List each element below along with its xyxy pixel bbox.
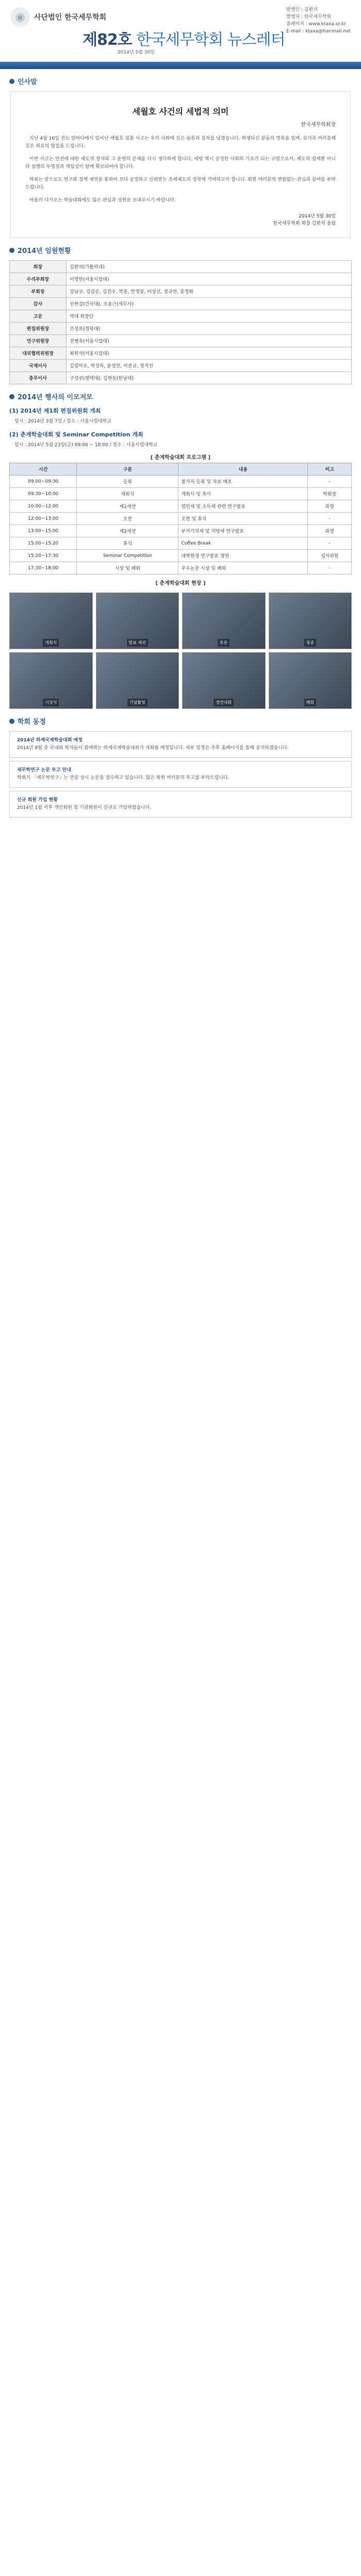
org-row [10,323,352,335]
schedule-header-cell: 구분 [77,463,178,476]
photo-label: 시상식 [43,699,59,706]
org-section [0,245,361,384]
org-table [9,260,352,384]
event-meta: 일시 : 2014년 3월 7일 / 장소 : 서울시립대학교 [14,419,112,424]
greeting-signer: 한국세무학회장 [301,122,336,128]
bullet-icon [9,79,14,84]
photo-label: 토론 [218,639,229,647]
section-heading: 학회 동정 [9,716,352,726]
org-row [10,273,352,285]
schedule-cell: 등록 [77,476,178,488]
schedule-cell: 부가가치세 및 지방세 연구발표 [178,525,308,537]
schedule-cell: 오찬 및 휴식 [178,513,308,525]
schedule-header-cell: 시간 [10,463,77,476]
news-item [9,761,352,788]
schedule-cell: 개회식 [77,488,178,500]
org-label: 편집위원장 [10,323,67,335]
schedule-cell: 참가자 등록 및 자료 배포 [178,476,308,488]
org-value: 김완석(가톨릭대) [67,261,352,273]
newsletter-title [83,27,285,49]
schedule-cell: 15:00~15:20 [10,537,77,550]
schedule-cell: 09:00~09:30 [10,476,77,488]
header-band [0,62,361,69]
org-row [10,298,352,310]
schedule-cell: - [308,537,352,550]
publisher: 발행인 : 김완석 [286,7,318,12]
section-heading: 2014년 임원현황 [9,245,352,255]
news-title: 신규 회원 가입 현황 [17,798,58,803]
bullet-icon [9,394,14,399]
section-heading: 인사말 [9,76,352,86]
photo-label: 기념촬영 [127,699,147,706]
schedule-cell: - [308,476,352,488]
greeting-paragraph: 지난 4월 16일 진도 앞바다에서 일어난 세월호 침몰 사고는 우리 사회에 깊은 슬픔과 상처를 남겼습니다. 희생되신 분들의 명복을 빌며, 유가족 여러분께 깊은 위로의 말씀을 드립니다. [25,136,336,149]
org-row [10,285,352,298]
schedule-row [10,537,352,550]
org-row [10,347,352,360]
schedule-header-cell: 비고 [308,463,352,476]
news-section [0,716,361,818]
org-label: 국제이사 [10,360,67,372]
news-item [9,731,352,758]
photo-label: 개회식 [43,639,59,647]
schedule-row [10,500,352,513]
schedule-cell: 시상 및 폐회 [77,562,178,574]
website[interactable]: 홈페이지 : www.ktaxa.or.kr [286,22,346,27]
org-label: 부회장 [10,285,67,298]
event-photo [182,592,266,649]
greeting-paragraph: 아울러 다가오는 학술대회에도 많은 관심과 성원을 보내주시기 바랍니다. [29,198,176,203]
schedule-row [10,476,352,488]
schedule-cell: 15:20~17:30 [10,550,77,562]
photo-label: 발표 세션 [127,639,148,647]
org-value: 조성표(경북대) [67,323,352,335]
event-photo [269,652,352,709]
org-value: 김빛마로, 박성욱, 윤성만, 이준규, 정지선 [67,360,352,372]
schedule-table [9,463,352,574]
greeting-paragraph: 학회는 앞으로도 연구와 정책 제언을 통하여 보다 공정하고 신뢰받는 조세제도의 정착에 기여하고자 합니다. 회원 여러분의 변함없는 관심과 참여를 부탁드립니다. [25,177,336,190]
schedule-cell: 개회사 및 축사 [178,488,308,500]
schedule-row [10,525,352,537]
schedule-cell: 제1세션 [77,500,178,513]
photo-label: 폐회 [304,699,316,706]
schedule-cell: 12:00~13:00 [10,513,77,525]
schedule-cell: 오찬 [77,513,178,525]
society-name: 사단법인 한국세무학회 [34,13,107,22]
section-heading: 2014년 행사의 이모저모 [9,392,352,401]
schedule-row [10,562,352,574]
org-label: 대외협력위원장 [10,347,67,360]
event-meta: 일시 : 2014년 5월 23일(금) 09:00 ~ 18:00 / 장소 : 서울시립대학교 [14,443,158,448]
org-row [10,372,352,384]
event-photo [9,592,93,649]
photo-caption: [ 춘계학술대회 현장 ] [155,581,206,586]
org-label: 연구위원장 [10,335,67,347]
org-label: 회장 [10,261,67,273]
schedule-cell: 심사위원 [308,550,352,562]
schedule-row [10,513,352,525]
schedule-cell: Coffee Break [178,537,308,550]
issue-number: 제82호 [83,31,132,49]
photo-label: 청중 [304,639,316,647]
news-item [9,791,352,818]
bullet-icon [9,248,14,253]
greeting-section [0,76,361,86]
event-photo [9,652,93,709]
org-value: 전병욱(서울시립대) [67,335,352,347]
schedule-header-cell: 내용 [178,463,308,476]
schedule-cell: - [308,513,352,525]
publish-org: 발행처 : 한국세무학회 [286,14,332,20]
news-title: 세무학연구 논문 투고 안내 [17,768,72,773]
issue-date: 2014년 5월 30일 [118,50,155,55]
org-value: 강남규, 김갑순, 김진수, 박훈, 안경봉, 이상신, 정규언, 홍정화 [67,285,352,298]
news-body: 학회지 「세무학연구」는 연중 상시 논문을 접수하고 있습니다. 많은 회원 여러분의 투고를 부탁드립니다. [17,775,229,781]
greeting-box [10,91,351,238]
org-label: 수석부회장 [10,273,67,285]
photo-grid [9,592,352,709]
schedule-cell: 13:00~15:00 [10,525,77,537]
schedule-cell: 대학원생 연구발표 경연 [178,550,308,562]
org-label: 총무이사 [10,372,67,384]
org-value: 신현걸(건국대), 조용근(세무사) [67,298,352,310]
photo-label: 경연대회 [214,699,234,706]
schedule-cell: 제2세션 [77,525,178,537]
schedule-cell: 우수논문 시상 및 폐회 [178,562,308,574]
schedule-row [10,550,352,562]
org-row [10,310,352,323]
schedule-cell: 17:30~18:00 [10,562,77,574]
schedule-cell: 좌장 [308,500,352,513]
title-text: 한국세무학회 뉴스레터 [136,31,285,49]
event-photo [182,652,266,709]
org-value: 구성권(평택대), 김현동(한남대) [67,372,352,384]
schedule-caption: [ 춘계학술대회 프로그램 ] [150,455,211,461]
publisher-info [286,6,351,35]
org-value: 역대 회장단 [67,310,352,323]
schedule-cell: 10:00~12:00 [10,500,77,513]
org-row [10,261,352,273]
greeting-signature: 2014년 5월 30일 한국세무학회 회장 김완석 올림 [273,214,336,226]
email[interactable]: E-mail : ktaxa@hanmail.net [286,29,351,34]
event-photo [96,592,179,649]
schedule-cell: 법인세 및 소득세 관련 연구발표 [178,500,308,513]
event-photo [269,592,352,649]
event-photo [96,652,179,709]
news-title: 2014년 하계국제학술대회 예정 [17,738,83,743]
event-title: (2) 춘계학술대회 및 Seminar Competition 개최 [9,431,143,438]
news-body: 2014년 8월 중 국내외 학자들이 참여하는 하계국제학술대회가 개최될 예정입니다. 세부 일정은 추후 홈페이지를 통해 공지하겠습니다. [17,745,289,751]
schedule-row [10,488,352,500]
schedule-cell: Seminar Competition [77,550,178,562]
schedule-cell: - [308,562,352,574]
schedule-cell: 휴식 [77,537,178,550]
society-emblem-icon: ◉ [10,7,30,27]
org-row [10,360,352,372]
greeting-paragraph: 이번 사고는 안전에 대한 제도적 장치와 그 운영의 문제를 다시 생각하게 합니다. 세법 역시 공정한 사회의 기초가 되는 규범으로서, 제도의 설계뿐 아니라 집행의 투명성과 책임성이 함께 확보되어야 합니다. [25,157,336,170]
org-value: 이영한(서울시립대) [67,273,352,285]
org-row [10,335,352,347]
schedule-cell: 좌장 [308,525,352,537]
event-title: (1) 2014년 제1회 편집위원회 개최 [9,408,101,414]
greeting-title: 세월호 사건의 세법적 의미 [132,107,229,116]
news-body: 2014년 1월 이후 개인회원 및 기관회원이 신규로 가입하였습니다. [17,805,152,810]
org-value: 최원석(서울시립대) [67,347,352,360]
schedule-cell: 09:30~10:00 [10,488,77,500]
bullet-icon [9,719,14,724]
newsletter-header [0,0,361,62]
schedule-cell: 학회장 [308,488,352,500]
events-section [0,392,361,709]
org-label: 감사 [10,298,67,310]
org-label: 고문 [10,310,67,323]
